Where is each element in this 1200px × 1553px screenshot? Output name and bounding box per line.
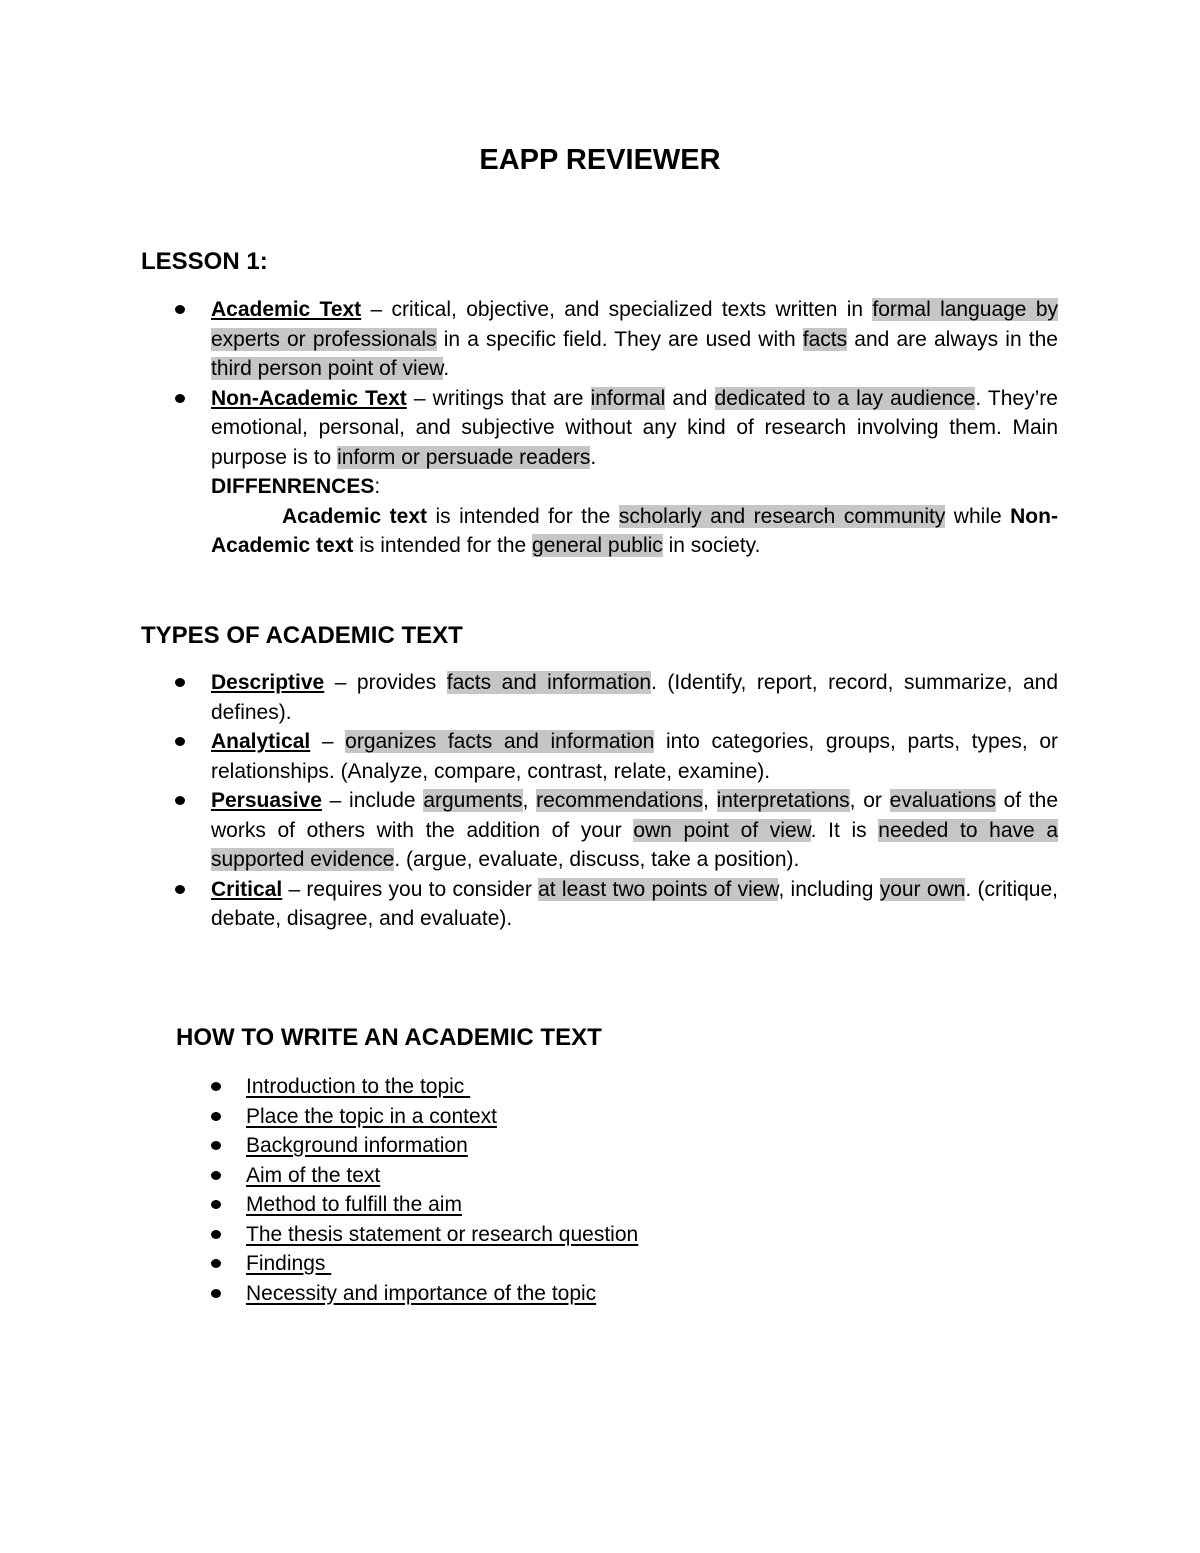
document-title: EAPP REVIEWER [479, 144, 721, 176]
bullet-icon [175, 796, 185, 805]
differences-colon: : [374, 475, 381, 498]
lesson1-list [211, 295, 1058, 561]
term-non-academic-text: Non-Academic Text [211, 386, 407, 410]
howto-list [246, 1072, 946, 1308]
term-persuasive: Persuasive [211, 789, 322, 812]
differences-term: Academic text [282, 504, 428, 528]
definition-text: – writings that are [406, 386, 591, 410]
list-item-critical [211, 875, 1058, 934]
term-critical: Critical [211, 877, 283, 901]
highlight: own point of view [633, 818, 811, 842]
list-item [246, 1190, 946, 1220]
highlight: needed to have a supported evidence [211, 818, 1058, 871]
differences-text: while [945, 504, 1011, 528]
definition-text: and are always in the [847, 327, 1058, 351]
definition-text: , [522, 789, 537, 812]
bullet-icon [211, 1289, 221, 1298]
definition-text: – critical, objective, and specialized texts written in [361, 298, 873, 321]
list-item [246, 1279, 946, 1309]
definition-text: – [310, 730, 346, 753]
differences-heading [211, 472, 1058, 502]
definition-text: – provides [324, 671, 447, 694]
list-item [246, 1161, 946, 1191]
highlight: at least two points of view [538, 877, 779, 901]
highlight: organizes facts and information [345, 730, 655, 753]
list-item-non-academic-text [211, 384, 1058, 561]
highlight: recommendations [536, 789, 704, 812]
definition-text: . It is [810, 818, 879, 842]
bullet-icon [211, 1200, 221, 1209]
definition-text: . [443, 357, 450, 380]
definition-text: . (Identify, report, record, summarize, and defines). [211, 671, 1059, 724]
howto-step: Method to fulfill the aim [246, 1193, 462, 1216]
highlight: third person point of view [211, 357, 444, 380]
differences-text: is intended for the [427, 504, 619, 528]
highlight: facts and information [446, 671, 652, 694]
bullet-icon [211, 1112, 221, 1121]
bullet-icon [175, 305, 185, 314]
highlight: arguments [423, 789, 523, 812]
definition-text: – requires you to consider [282, 877, 539, 901]
list-item [246, 1102, 946, 1132]
list-item [246, 1131, 946, 1161]
howto-step: The thesis statement or research question [246, 1222, 639, 1246]
term-descriptive: Descriptive [211, 671, 325, 694]
howto-heading: HOW TO WRITE AN ACADEMIC TEXT [176, 1024, 602, 1051]
highlight: facts [802, 327, 848, 351]
bullet-icon [211, 1230, 221, 1239]
definition-text: , [703, 789, 717, 812]
highlight: evaluations [889, 789, 996, 812]
definition-text: . [590, 445, 597, 469]
definition-text: . They’re emotional, personal, and subjective without any kind of research involving them. Main purpose is to [211, 386, 1058, 469]
howto-step: Introduction to the topic [246, 1075, 471, 1098]
list-item-persuasive [211, 786, 1058, 875]
bullet-icon [175, 678, 185, 687]
list-item [246, 1220, 946, 1250]
types-heading: TYPES OF ACADEMIC TEXT [141, 622, 463, 649]
differences-label: DIFFENRENCES [211, 475, 375, 498]
howto-step: Background information [246, 1134, 468, 1157]
definition-text: , including [778, 877, 880, 901]
howto-step: Findings [246, 1252, 332, 1275]
bullet-icon [211, 1259, 221, 1268]
highlight: formal language by experts or professionals [211, 298, 1059, 351]
lesson1-heading: LESSON 1: [141, 248, 268, 275]
list-item [246, 1072, 946, 1102]
definition-text: into categories, groups, parts, types, or relationships. (Analyze, compare, contrast, relate, examine). [211, 730, 1058, 783]
definition-text: . (critique, debate, disagree, and evaluate). [211, 877, 1058, 930]
list-item-academic-text [211, 295, 1058, 384]
differences-paragraph [211, 502, 1058, 561]
definition-text: , or [849, 789, 890, 812]
bullet-icon [175, 394, 185, 403]
list-item-descriptive [211, 668, 1058, 727]
differences-term: Non-Academic text [211, 504, 1058, 557]
highlight: general public [532, 534, 663, 557]
highlight: scholarly and research community [618, 504, 946, 528]
highlight: inform or persuade readers [337, 445, 591, 469]
howto-step: Necessity and importance of the topic [246, 1281, 597, 1305]
bullet-icon [211, 1082, 221, 1091]
highlight: informal [590, 386, 666, 410]
howto-step: Aim of the text [246, 1163, 381, 1187]
definition-text: and [665, 386, 715, 410]
howto-step: Place the topic in a context [246, 1104, 497, 1128]
definition-text: – include [321, 789, 424, 812]
bullet-icon [211, 1171, 221, 1180]
bullet-icon [211, 1141, 221, 1150]
highlight: dedicated to a lay audience [714, 386, 976, 410]
highlight: your own [879, 877, 966, 901]
definition-text: . (argue, evaluate, discuss, take a position). [394, 848, 800, 871]
differences-text: in society. [662, 534, 761, 557]
bullet-icon [175, 885, 185, 894]
bullet-icon [175, 737, 185, 746]
definition-text: in a specific field. They are used with [436, 327, 803, 351]
list-item-analytical [211, 727, 1058, 786]
term-academic-text: Academic Text [211, 298, 362, 321]
definition-text: of the works of others with the addition of your [211, 789, 1059, 842]
list-item [246, 1249, 946, 1279]
types-list [211, 668, 1058, 934]
differences-text: is intended for the [353, 534, 533, 557]
term-analytical: Analytical [211, 730, 311, 753]
highlight: interpretations [716, 789, 850, 812]
